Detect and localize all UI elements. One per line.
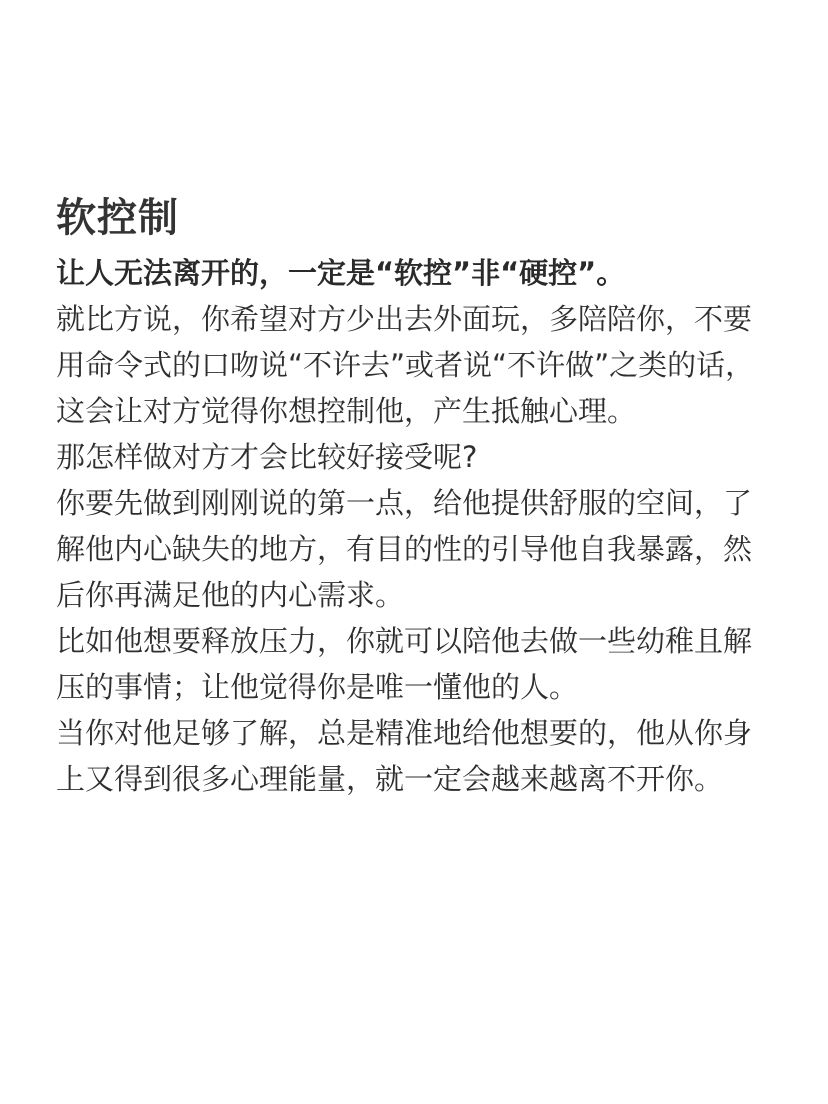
article-title: 软控制 [56,195,179,241]
paragraph-1: 就比方说，你希望对方少出去外面玩，多陪陪你，不要用命令式的口吻说“不许去”或者说“不许做”之类的话，这会让对方觉得你想控制他，产生抵触心理。 [56,302,755,428]
paragraph-2: 那怎样做对方才会比较好接受呢? [56,440,478,474]
paragraph-3: 你要先做到刚刚说的第一点，给他提供舒服的空间，了解他内心缺失的地方，有目的性的引导他自我暴露，然后你再满足他的内心需求。 [56,486,753,612]
article [56,192,776,802]
paragraph-4: 比如他想要释放压力，你就可以陪他去做一些幼稚且解压的事情；让他觉得你是唯一懂他的人。 [56,624,753,704]
paragraph-5: 当你对他足够了解，总是精准地给他想要的，他从你身上又得到很多心理能量，就一定会越来越离不开你。 [56,716,753,796]
article-subtitle: 让人无法离开的，一定是“软控”非“硬控”。 [56,256,626,290]
